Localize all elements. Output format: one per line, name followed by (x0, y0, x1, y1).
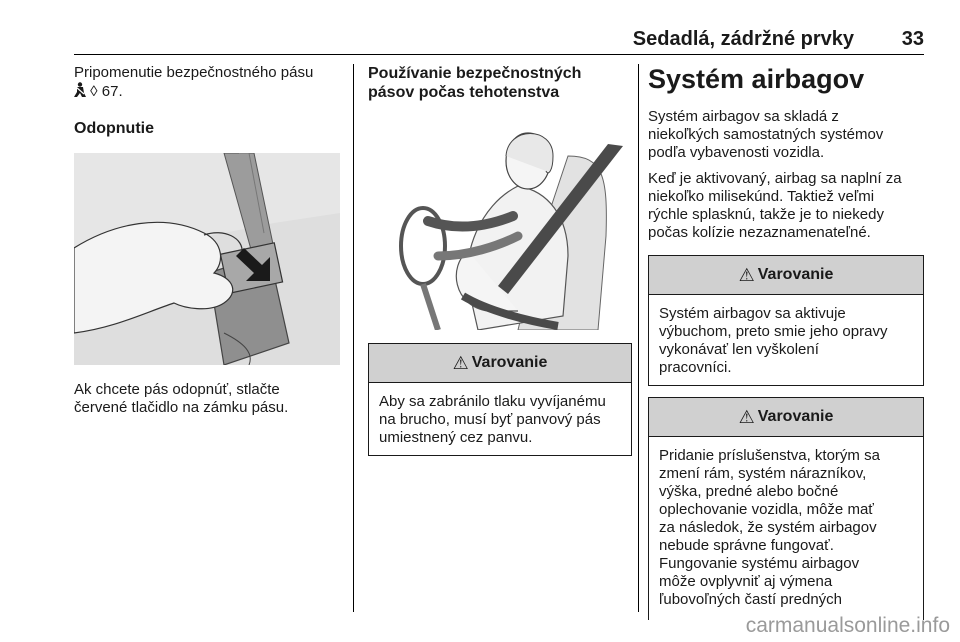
unbuckle-caption-1: Ak chcete pás odopnúť, stlačte (74, 381, 280, 398)
text-line: niekoľkých samostatných systémov (648, 126, 884, 143)
warning-line: zmení rám, systém nárazníkov, (659, 465, 867, 482)
warning-label: Varovanie (471, 354, 548, 371)
warning-line: Fungovanie systému airbagov (659, 555, 860, 572)
warning-line: oplechovanie vozidla, môže mať (659, 501, 874, 518)
watermark: carmanualsonline.info (745, 614, 950, 637)
unbuckle-heading: Odopnutie (74, 120, 154, 137)
warning-line: za následok, že systém airbagov (659, 519, 877, 536)
pregnancy-warning-box (368, 343, 632, 456)
warning-line: na brucho, musí byť panvový pás (379, 411, 601, 428)
warning-header (369, 344, 631, 383)
seatbelt-reminder-icon (74, 83, 90, 100)
warning-body (369, 383, 631, 455)
column-3 (648, 64, 926, 620)
column-divider-1 (353, 64, 354, 612)
warning-header (649, 256, 923, 295)
column-1 (74, 64, 340, 417)
airbag-warning-box-2 (648, 397, 924, 620)
warning-line: nebude správne fungovať. (659, 537, 834, 554)
airbag-heading: Systém airbagov (648, 64, 865, 94)
warning-line: Systém airbagov sa aktivuje (659, 305, 846, 322)
pregnancy-heading-1: Používanie bezpečnostných (368, 65, 582, 82)
warning-label: Varovanie (757, 266, 834, 283)
warning-line: umiestnený cez panvu. (379, 429, 533, 446)
reference-arrow-icon: ◊ (90, 83, 98, 100)
warning-label: Varovanie (757, 408, 834, 425)
reminder-text: Pripomenutie bezpečnostného pásu (74, 64, 314, 81)
text-line: niekoľko milisekúnd. Taktiež veľmi (648, 188, 875, 205)
text-line: rýchle splasknú, takže je to niekedy (648, 206, 884, 223)
text-line: počas kolízie nezaznamenateľné. (648, 224, 871, 241)
unbuckle-caption-2: červené tlačidlo na zámku pásu. (74, 399, 289, 416)
warning-line: výbuchom, preto smie jeho opravy (659, 323, 888, 340)
warning-line: výška, predné alebo bočné (659, 483, 839, 500)
reminder-ref (74, 82, 340, 101)
warning-line: Pridanie príslušenstva, ktorým sa (659, 447, 880, 464)
text-line: Keď je aktivovaný, airbag sa naplní za (648, 170, 902, 187)
pregnancy-heading-2: pásov počas tehotenstva (368, 84, 560, 101)
airbag-paragraph-2 (648, 170, 926, 242)
page-reference-link[interactable]: 67. (101, 83, 123, 100)
warning-line: Aby sa zabránilo tlaku vyvíjanému (379, 393, 606, 410)
column-2 (368, 64, 632, 456)
warning-line: ľubovoľných častí predných (659, 591, 843, 608)
pregnancy-illustration (368, 116, 632, 330)
warning-triangle-icon: ⚠ (738, 264, 755, 285)
unbuckle-illustration (74, 153, 340, 365)
warning-triangle-icon: ⚠ (738, 406, 755, 427)
warning-body (649, 295, 923, 385)
warning-line: môže ovplyvniť aj výmena (659, 573, 833, 590)
text-line: Systém airbagov sa skladá z (648, 108, 839, 125)
column-divider-2 (638, 64, 639, 612)
page-header (74, 28, 924, 55)
section-title: Sedadlá, zádržné prvky (632, 28, 854, 50)
airbag-paragraph-1 (648, 108, 926, 162)
warning-line: vykonávať len vyškolení (659, 341, 819, 358)
warning-header (649, 398, 923, 437)
warning-triangle-icon: ⚠ (452, 352, 469, 373)
page-number: 33 (901, 28, 924, 50)
warning-line: pracovníci. (659, 359, 732, 376)
airbag-warning-box-1 (648, 255, 924, 386)
warning-body (649, 437, 923, 617)
text-line: podľa vybavenosti vozidla. (648, 144, 825, 161)
